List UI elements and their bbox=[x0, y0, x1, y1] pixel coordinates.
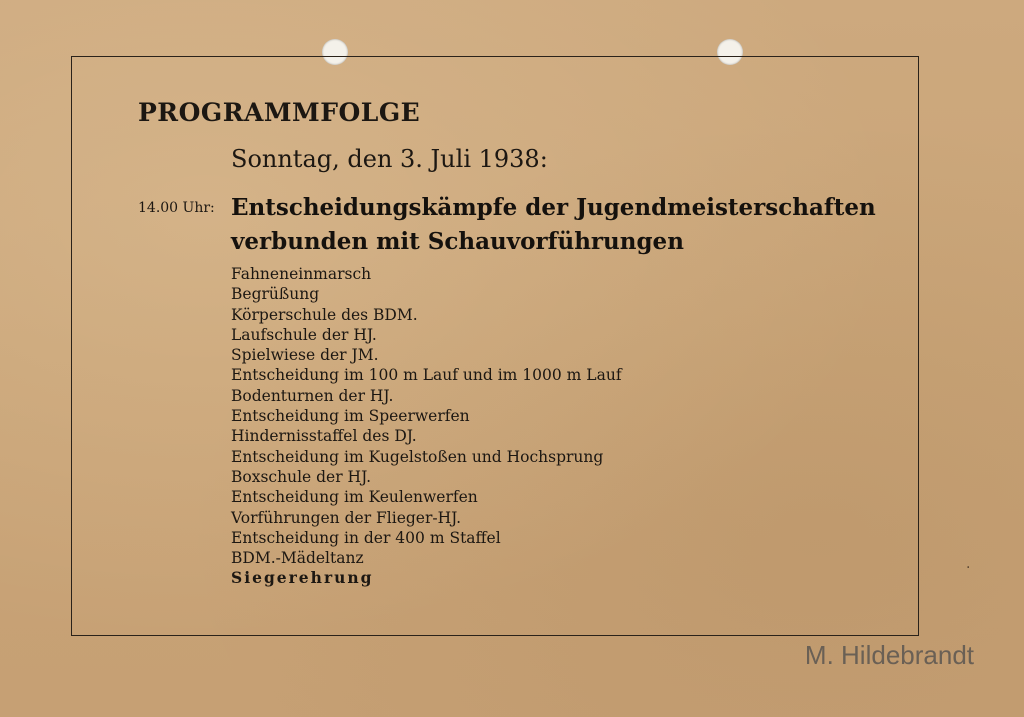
program-item: Entscheidung in der 400 m Staffel bbox=[231, 528, 501, 547]
program-item: Spielwiese der JM. bbox=[231, 346, 379, 365]
program-headline bbox=[231, 191, 876, 259]
program-item: Körperschule des BDM. bbox=[231, 305, 418, 324]
program-item: Hindernisstaffel des DJ. bbox=[231, 427, 417, 446]
program-item: Entscheidung im Speerwerfen bbox=[231, 407, 470, 426]
program-item: Bodenturnen der HJ. bbox=[231, 386, 394, 405]
page-title: PROGRAMMFOLGE bbox=[138, 98, 421, 127]
event-date: Sonntag, den 3. Juli 1938: bbox=[231, 145, 548, 173]
paper-speck: · bbox=[966, 560, 971, 576]
program-item: Entscheidung im 100 m Lauf und im 1000 m Lauf bbox=[231, 366, 622, 385]
program-item: Vorführungen der Flieger-HJ. bbox=[231, 508, 462, 527]
program-item: Entscheidung im Kugelstoßen und Hochsprung bbox=[231, 447, 604, 466]
program-item: Begrüßung bbox=[231, 285, 320, 304]
headline-line-1: Entscheidungskämpfe der Jugendmeisterschaften bbox=[231, 194, 876, 221]
headline-line-2: verbunden mit Schauvorführungen bbox=[231, 228, 684, 255]
program-item: Laufschule der HJ. bbox=[231, 325, 377, 344]
start-time: 14.00 Uhr: bbox=[138, 200, 215, 216]
program-item: Siegerehrung bbox=[231, 568, 374, 588]
program-items-list bbox=[231, 264, 622, 589]
watermark: M. Hildebrandt bbox=[804, 640, 974, 670]
program-item: Entscheidung im Keulenwerfen bbox=[231, 488, 478, 507]
program-item: Boxschule der HJ. bbox=[231, 467, 372, 486]
program-item: BDM.-Mädeltanz bbox=[231, 549, 364, 568]
program-item: Fahneneinmarsch bbox=[231, 265, 372, 283]
